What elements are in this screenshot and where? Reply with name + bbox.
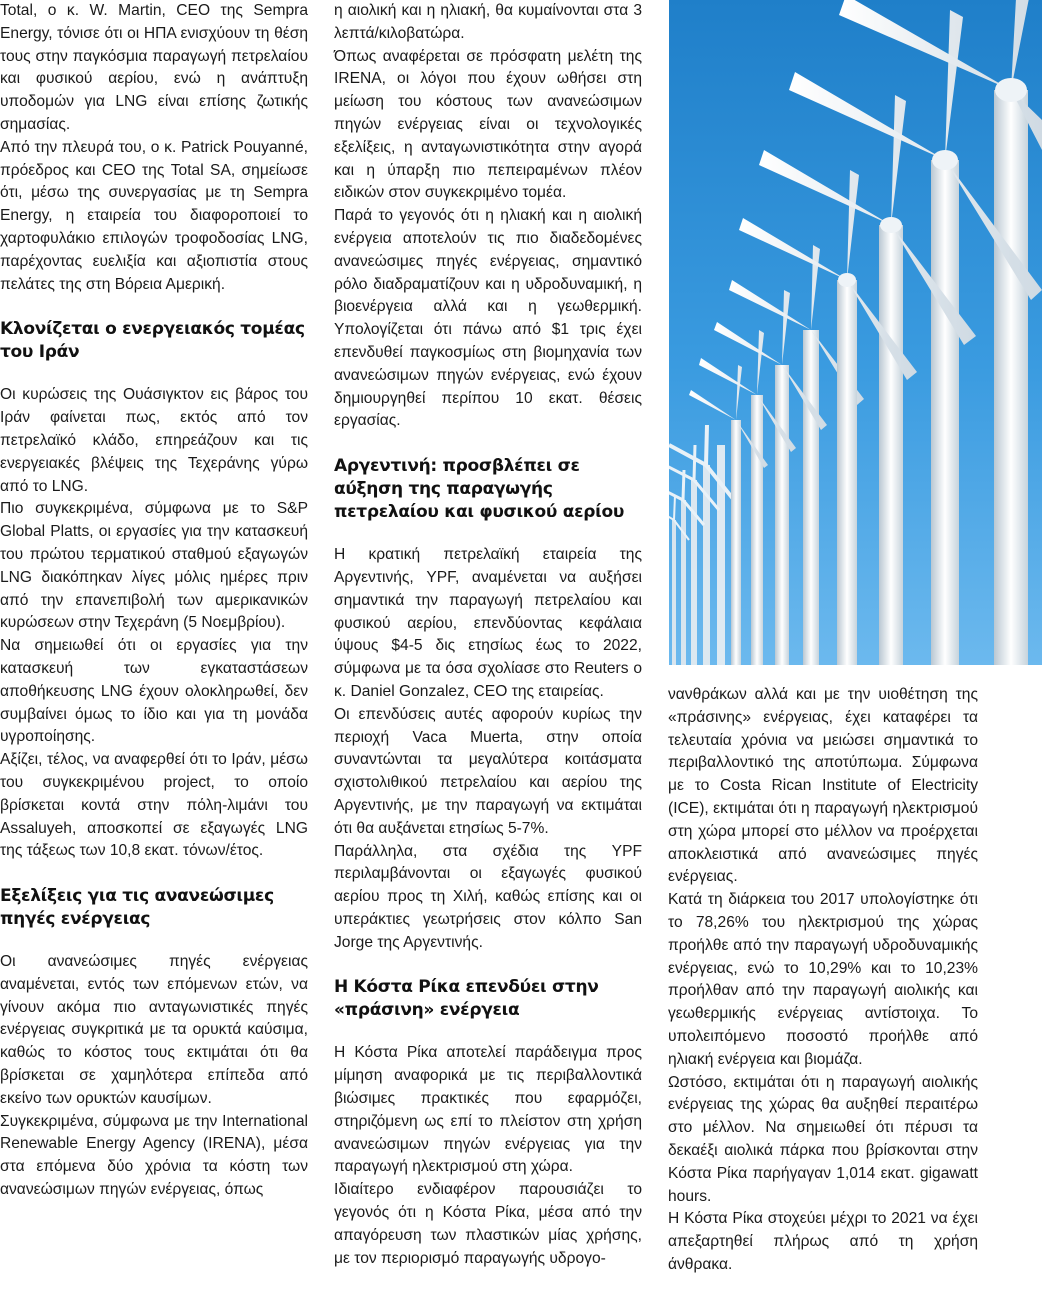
paragraph: Όπως αναφέρεται σε πρόσφατη μελέτη της IRENA, οι λόγοι που έχουν ωθήσει στη μείωση του κόστους των ανανεώσιμων πηγών ενέργειας είναι οι τεχνολογικές εξελίξεις, η ανταγωνιστικότητα στην αγορά και η ύπαρξη πιο πεπειραμένων πλέον ειδικών στον συγκεκριμένο τομέα. bbox=[334, 47, 642, 202]
paragraph: Οι επενδύσεις αυτές αφορούν κυρίως την περιοχή Vaca Muerta, στην οποία συναντώνται τα μεγαλύτερα κοιτάσματα σχιστολιθικού πετρελαίου και αερίου της Αργεντινής, με την παραγωγή να εκτιμάται ότι θα αυξάνεται ετησίως 5-7%. bbox=[334, 705, 642, 837]
paragraph: Total, ο κ. W. Martin, CEO της Sempra Energy, τόνισε ότι οι ΗΠΑ ενισχύουν τη θέση τους στην παγκόσμια παραγωγή πετρελαίου και φυσικού αερίου, ενώ η ανάπτυξη υποδομών για LNG είναι επίσης ζωτικής σημασίας. bbox=[0, 2, 308, 133]
wind-turbines-photo bbox=[669, 0, 1042, 665]
column-2 bbox=[334, 0, 642, 1270]
paragraph: Να σημειωθεί ότι οι εργασίες για την κατασκευή των εγκαταστάσεων αποθήκευσης LNG έχουν ολοκληρωθεί, δεν συμβαίνει όμως το ίδιο και για τη μονάδα υγροποίησης. bbox=[0, 637, 308, 746]
paragraph: Ωστόσο, εκτιμάται ότι η παραγωγή αιολικής ενέργειας της χώρας θα αυξηθεί περαιτέρω στο μέλλον. Να σημειωθεί ότι πέρυσι τα δεκαέξι αιολικά πάρκα που βρίσκονται στην Κόστα Ρίκα παρήγαγαν 1,014 εκατ. gigawatt hours. bbox=[668, 1073, 978, 1205]
paragraph: Οι ανανεώσιμες πηγές ενέργειας αναμένεται, εντός των επόμενων ετών, να γίνουν ακόμα πιο ανταγωνιστικές πηγές ενέργειας συγκριτικά με τα ορυκτά καύσιμα, καθώς το κόστος τους εκτιμάται ότι θα βρίσκεται σε χαμηλότερα επίπεδα από εκείνο των ορυκτών καυσίμων. bbox=[0, 953, 308, 1107]
column-1 bbox=[0, 0, 308, 1202]
paragraph: Η Κόστα Ρίκα αποτελεί παράδειγμα προς μίμηση αναφορικά με τις περιβαλλοντικά βιώσιμες πρακτικές που εφαρμόζει, στηριζόμενη ως επί το πλείστον στη χρήση ανανεώσιμων πηγών ενέργειας για την παραγωγή ηλεκτρισμού στη χώρα. bbox=[334, 1044, 642, 1176]
paragraph: Η κρατική πετρελαϊκή εταιρεία της Αργεντινής, YPF, αναμένεται να αυξήσει σημαντικά την παραγωγή πετρελαίου και φυσικού αερίου, επενδύοντας κεφάλαια ύψους $4-5 δις ετησίως έως το 2022, σύμφωνα με τα όσα σχολίασε στο Reuters ο κ. Daniel Gonzalez, CEO της εταιρείας. bbox=[334, 546, 642, 700]
wind-turbines-image bbox=[669, 0, 1042, 665]
section-heading-renewables: Εξελίξεις για τις ανανεώσιμες πηγές ενέργειας bbox=[0, 886, 274, 930]
column-3 bbox=[668, 684, 978, 1277]
paragraph: Κατά τη διάρκεια του 2017 υπολογίστηκε ότι το 78,26% του ηλεκτρισμού της χώρας προήλθε από την παραγωγή υδροδυναμικής ενέργειας, ενώ το 10,29% και το 10,23% προήλθαν από την παραγωγή αιολικής και γεωθερμικής ενέργειας αντίστοιχα. Το υπολειπόμενο ποσοστό προήλθε από ηλιακή ενέργεια και βιομάζα. bbox=[668, 891, 978, 1068]
paragraph: Αξίζει, τέλος, να αναφερθεί ότι το Ιράν, μέσω του συγκεκριμένου project, το οποίο βρίσκεται κοντά στην πόλη-λιμάνι του Assaluyeh, αποσκοπεί σε εξαγωγές LNG της τάξεως των 10,8 εκατ. τόνων/έτος. bbox=[0, 751, 308, 860]
section-heading-costa-rica: Η Κόστα Ρίκα επενδύει στην «πράσινη» ενέργεια bbox=[334, 977, 599, 1021]
paragraph: Η Κόστα Ρίκα στοχεύει μέχρι το 2021 να έχει απεξαρτηθεί πλήρως από τη χρήση άνθρακα. bbox=[668, 1210, 978, 1273]
section-heading-argentina: Αργεντινή: προσβλέπει σε αύξηση της παραγωγής πετρελαίου και φυσικού αερίου bbox=[334, 456, 625, 523]
paragraph: Παρά το γεγονός ότι η ηλιακή και η αιολική ενέργεια αποτελούν τις πιο διαδεδομένες ανανεώσιμες πηγές ενέργειας, σημαντικό ρόλο διαδραματίζουν και η υδροδυναμική, η βιοενέργεια αλλά και η γεωθερμική. Υπολογίζεται ότι πάνω από $1 τρις έχει επενδυθεί παγκοσμίως στη βιομηχανία των ανανεώσιμων πηγών ενέργειας, ενώ έχουν δημιουργηθεί περίπου 10 εκατ. θέσεις εργασίας. bbox=[334, 207, 642, 430]
paragraph: Συγκεκριμένα, σύμφωνα με την International Renewable Energy Agency (IRENA), μέσα στα επόμενα δύο χρόνια τα κόστη των ανανεώσιμων πηγών ενέργειας, όπως bbox=[0, 1112, 308, 1199]
paragraph: Παράλληλα, στα σχέδια της YPF περιλαμβάνονται οι εξαγωγές φυσικού αερίου προς τη Χιλή, καθώς επίσης και οι υπεράκτιες γεωτρήσεις στον κόλπο San Jorge της Αργεντινής. bbox=[334, 842, 642, 951]
paragraph: Πιο συγκεκριμένα, σύμφωνα με το S&P Global Platts, οι εργασίες για την κατασκευή του πρώτου τερματικού σταθμού εξαγωγών LNG διακόπηκαν λίγες μόλις ημέρες πριν από την επανεπιβολή των αμερικανικών κυρώσεων στην Τεχεράνη (5 Νοεμβρίου). bbox=[0, 500, 308, 632]
paragraph: Ιδιαίτερο ενδιαφέρον παρουσιάζει το γεγονός ότι η Κόστα Ρίκα, μέσα από την απαγόρευση των πλαστικών μίας χρήσης, με τον περιορισμό παραγωγής υδρογο- bbox=[334, 1181, 642, 1267]
paragraph: η αιολική και η ηλιακή, θα κυμαίνονται στα 3 λεπτά/κιλοβατώρα. bbox=[334, 2, 642, 42]
paragraph: νανθράκων αλλά και με την υιοθέτηση της «πράσινης» ενέργειας, έχει καταφέρει τα τελευταία χρόνια να μειώσει σημαντικά το περιβαλλοντικό της αποτύπωμα. Σύμφωνα με το Costa Rican Institute of Electricity (ICE), εκτιμάται ότι η παραγωγή ηλεκτρισμού στη χώρα μπορεί στο μέλλον να προέρχεται αποκλειστικά από ανανεώσιμες πηγές ενέργειας. bbox=[668, 686, 978, 886]
section-heading-iran: Κλονίζεται ο ενεργειακός τομέας του Ιράν bbox=[0, 319, 305, 363]
paragraph: Οι κυρώσεις της Ουάσιγκτον εις βάρος του Ιράν φαίνεται πως, εκτός από τον πετρελαϊκό κλάδο, επηρεάζουν και τις ενεργειακές βλέψεις της Τεχεράνης γύρω από το LNG. bbox=[0, 386, 308, 495]
paragraph: Από την πλευρά του, ο κ. Patrick Pouyanné, πρόεδρος και CEO της Total SA, σημείωσε ότι, μέσω της συνεργασίας με τη Sempra Energy, η εταιρεία του διαφοροποιεί το χαρτοφυλάκιο επιλογών τροφοδοσίας LNG, παρέχοντας ευελιξία και αξιοπιστία στους πελάτες της στη Βόρεια Αμερική. bbox=[0, 138, 308, 293]
